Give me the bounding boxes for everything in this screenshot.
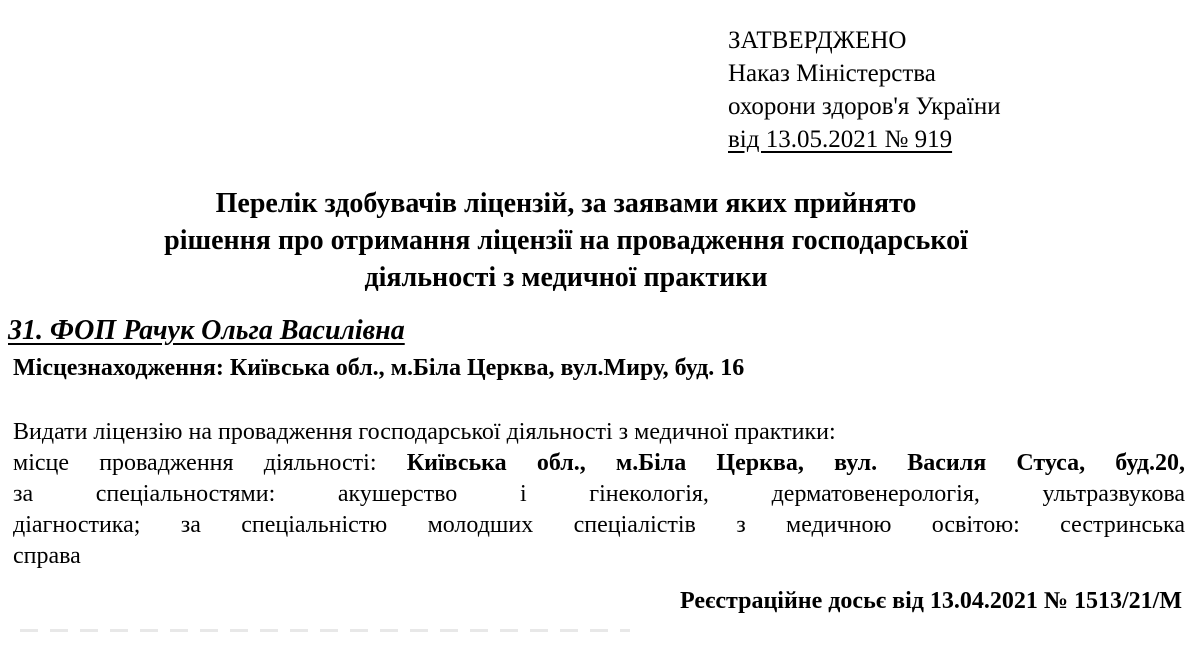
entry-body <box>13 417 1185 572</box>
approval-stamp-block <box>728 24 1001 156</box>
place-value: Київська обл., м.Біла Церква, вул. Василя Стуса, буд.20, <box>406 450 1185 476</box>
cutoff-text-artifact <box>20 629 630 632</box>
specialties-line-1: за спеціальностями: акушерство і гінекологія, дерматовенерологія, ультразвукова <box>13 481 1185 507</box>
entry-heading: 31. ФОП Рачук Ольга Василівна <box>8 315 405 346</box>
title-line-1: Перелік здобувачів ліцензій, за заявами яких прийнято <box>215 188 917 219</box>
approval-ministry-line: охорони здоров'я України <box>728 93 1001 120</box>
place-label: місце провадження діяльності: <box>13 450 407 476</box>
entry-intro: Видати ліцензію на провадження господарської діяльності з медичної практики: <box>13 419 836 445</box>
approval-date-line: від 13.05.2021 № 919 <box>728 126 953 153</box>
title-line-2: рішення про отримання ліцензії на провадження господарської <box>164 225 968 256</box>
approval-heading: ЗАТВЕРДЖЕНО <box>728 27 907 54</box>
title-line-3: діяльності з медичної практики <box>364 262 768 293</box>
approval-order-line: Наказ Міністерства <box>728 60 936 87</box>
document-title <box>0 185 1132 296</box>
entry-place <box>13 448 1185 479</box>
specialties-line-2: діагностика; за спеціальністю молодших спеціалістів з медичною освітою: сестринська <box>13 512 1185 538</box>
entry-location: Місцезнаходження: Київська обл., м.Біла Церква, вул.Миру, буд. 16 <box>13 355 745 381</box>
specialties-line-3: справа <box>13 543 81 569</box>
registry-dossier: Реєстраційне досьє від 13.04.2021 № 1513/21/М <box>680 588 1182 614</box>
